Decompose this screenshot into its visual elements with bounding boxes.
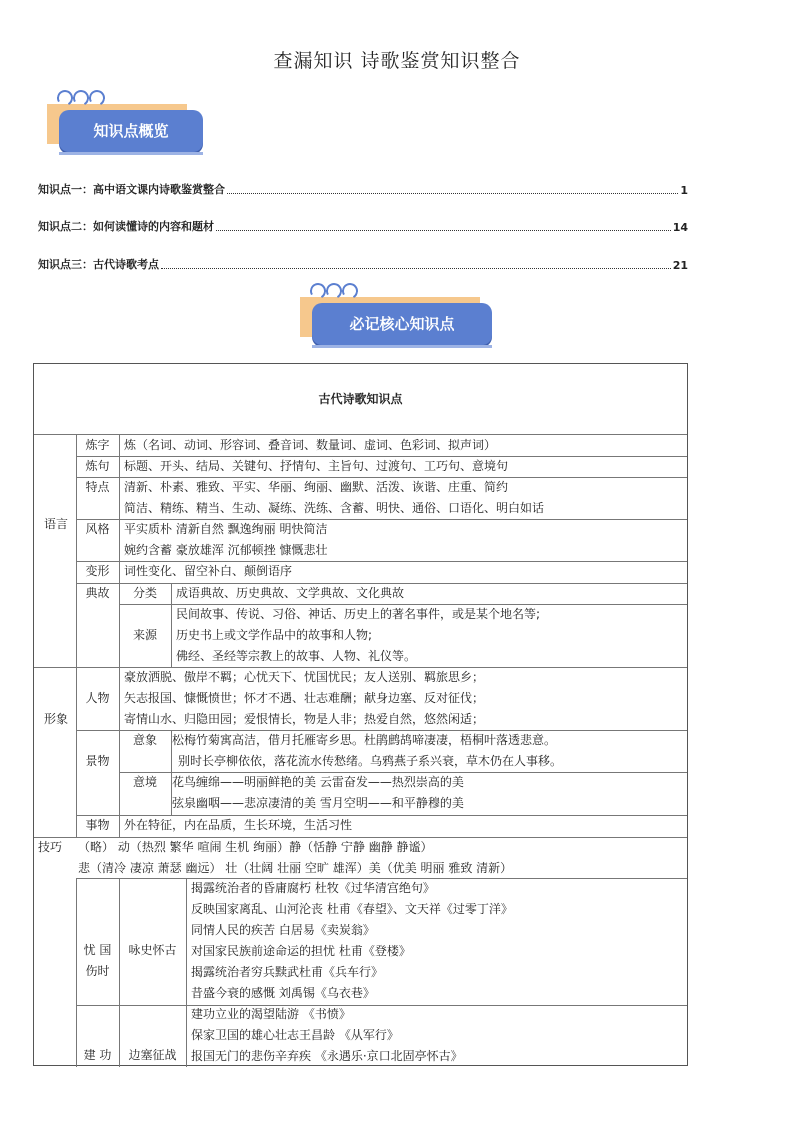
theme-label-youguo-2: 伤时 [85, 964, 110, 978]
sub-label-laiyuan: 来源 [132, 628, 157, 642]
theme-sub-biansai: 边塞征战 [128, 1048, 177, 1062]
row-text-bianxing: 词性变化、留空补白、颠倒语序 [124, 564, 293, 578]
row-text-fengge-1: 平实质朴 清新自然 飘逸绚丽 明快简洁 [124, 522, 328, 536]
section-badge-overview [47, 90, 207, 154]
jiangong-line-1: 建功立业的渴望陆游 《书愤》 [191, 1007, 351, 1021]
theme-sub-yongshi: 咏史怀古 [128, 943, 177, 957]
row-label-lianju: 炼句 [85, 459, 110, 473]
toc-page: 14 [672, 221, 688, 234]
sub-text-yixiang-1: 松梅竹菊寓高洁，借月托雁寄乡思。杜鹃鹧鸪啼凄凄，梧桐叶落透悲意。 [172, 733, 557, 747]
youguo-line-2: 反映国家离乱、山河沦丧 杜甫《春望》、文天祥《过零丁洋》 [191, 902, 513, 916]
row-label-bianxing: 变形 [85, 564, 110, 578]
sub-label-yixiang: 意象 [132, 733, 157, 747]
sub-text-yijing-1: 花鸟缠绵——明丽鲜艳的美 云雷奋发——热烈崇高的美 [172, 775, 464, 789]
row-text-tedian-2: 简洁、精练、精当、生动、凝练、洗练、含蓄、明快、通俗、口语化、明白如话 [124, 501, 545, 515]
youguo-line-5: 揭露统治者穷兵黩武杜甫《兵车行》 [191, 965, 384, 979]
section-badge-core [300, 283, 500, 347]
badge-label: 必记核心知识点 [312, 303, 492, 345]
sub-text-laiyuan-2: 历史书上或文学作品中的故事和人物; [176, 628, 373, 642]
row-text-tedian-1: 清新、朴素、雅致、平实、华丽、绚丽、幽默、活泼、诙谐、庄重、简约 [124, 480, 509, 494]
youguo-line-6: 昔盛今衰的感慨 刘禹锡《乌衣巷》 [191, 986, 375, 1000]
row-label-fengge: 风格 [85, 522, 110, 536]
row-text-renwu-3: 寄情山水、归隐田园；爱恨情长，物是人非；热爱自然，悠然闲适； [124, 712, 485, 726]
sub-label-fenlei: 分类 [132, 586, 157, 600]
theme-label-jiangong: 建 功 [83, 1048, 112, 1062]
theme-label-youguo-1: 忧 国 [83, 943, 112, 957]
category-language: 语言 [43, 517, 68, 531]
category-image: 形象 [43, 712, 68, 726]
toc-label: 知识点一：高中语文课内诗歌鉴赏整合 [38, 183, 225, 196]
toc-item-3[interactable] [38, 256, 688, 272]
table-header: 古代诗歌知识点 [318, 392, 403, 406]
sub-text-laiyuan-1: 民间故事、传说、习俗、神话、历史上的著名事件，或是某个地名等; [176, 607, 541, 621]
row-label-renwu: 人物 [85, 691, 110, 705]
toc-page: 21 [672, 259, 688, 272]
jiangong-line-3: 报国无门的悲伤辛弃疾 《永遇乐·京口北固亭怀古》 [191, 1049, 463, 1063]
row-text-renwu-1: 豪放洒脱、傲岸不羁；心忧天下、忧国忧民；友人送别、羁旅思乡； [124, 670, 485, 684]
row-text-renwu-2: 矢志报国、慷慨愤世；怀才不遇、壮志难酬；献身边塞、反对征伐； [124, 691, 485, 705]
row-label-tedian: 特点 [85, 480, 110, 494]
page-title: 查漏知识 诗歌鉴赏知识整合 [273, 50, 521, 72]
sub-label-yijing: 意境 [132, 775, 157, 789]
row-text-fengge-2: 婉约含蓄 豪放雄浑 沉郁顿挫 慷慨悲壮 [124, 543, 328, 557]
jiangong-line-2: 保家卫国的雄心壮志王昌龄 《从军行》 [191, 1028, 399, 1042]
youguo-line-1: 揭露统治者的昏庸腐朽 杜牧《过华清宫绝句》 [191, 881, 435, 895]
toc-label: 知识点二：如何读懂诗的内容和题材 [38, 220, 214, 233]
technique-line-1: （略） 动（热烈 繁华 喧闹 生机 绚丽）静（恬静 宁静 幽静 静谧） [78, 840, 433, 854]
sub-text-laiyuan-3: 佛经、圣经等宗教上的故事、人物、礼仪等。 [176, 649, 417, 663]
category-technique: 技巧 [38, 840, 63, 854]
row-label-jingwu: 景物 [85, 754, 110, 768]
sub-text-yixiang-2: 别时长亭柳依依，落花流水传愁绪。乌鸦燕子系兴衰，草木仍在人事移。 [178, 754, 563, 768]
row-label-diangu: 典故 [85, 586, 110, 600]
row-label-shiwu: 事物 [85, 818, 110, 832]
toc-item-2[interactable] [38, 218, 688, 234]
technique-line-2: 悲（清冷 凄凉 萧瑟 幽远） 壮（壮阔 壮丽 空旷 雄浑）美（优美 明丽 雅致 清新） [78, 861, 513, 875]
row-text-lianzi: 炼（名词、动词、形容词、叠音词、数量词、虚词、色彩词、拟声词） [124, 438, 497, 452]
row-label-lianzi: 炼字 [85, 438, 110, 452]
toc-page: 1 [680, 184, 688, 197]
row-text-lianju: 标题、开头、结局、关键句、抒情句、主旨句、过渡句、工巧句、意境句 [124, 459, 509, 473]
poetry-knowledge-table [33, 363, 688, 1066]
row-text-shiwu: 外在特征，内在品质，生长环境，生活习性 [124, 818, 353, 832]
sub-text-yijing-2: 弦泉幽咽——悲凉凄清的美 雪月空明——和平静穆的美 [172, 796, 464, 810]
toc-label: 知识点三：古代诗歌考点 [38, 258, 159, 271]
toc-item-1[interactable] [38, 181, 688, 197]
sub-text-fenlei: 成语典故、历史典故、文学典故、文化典故 [176, 586, 405, 600]
youguo-line-4: 对国家民族前途命运的担忧 杜甫《登楼》 [191, 944, 411, 958]
youguo-line-3: 同情人民的疾苦 白居易《卖炭翁》 [191, 923, 375, 937]
badge-label: 知识点概览 [59, 110, 203, 152]
